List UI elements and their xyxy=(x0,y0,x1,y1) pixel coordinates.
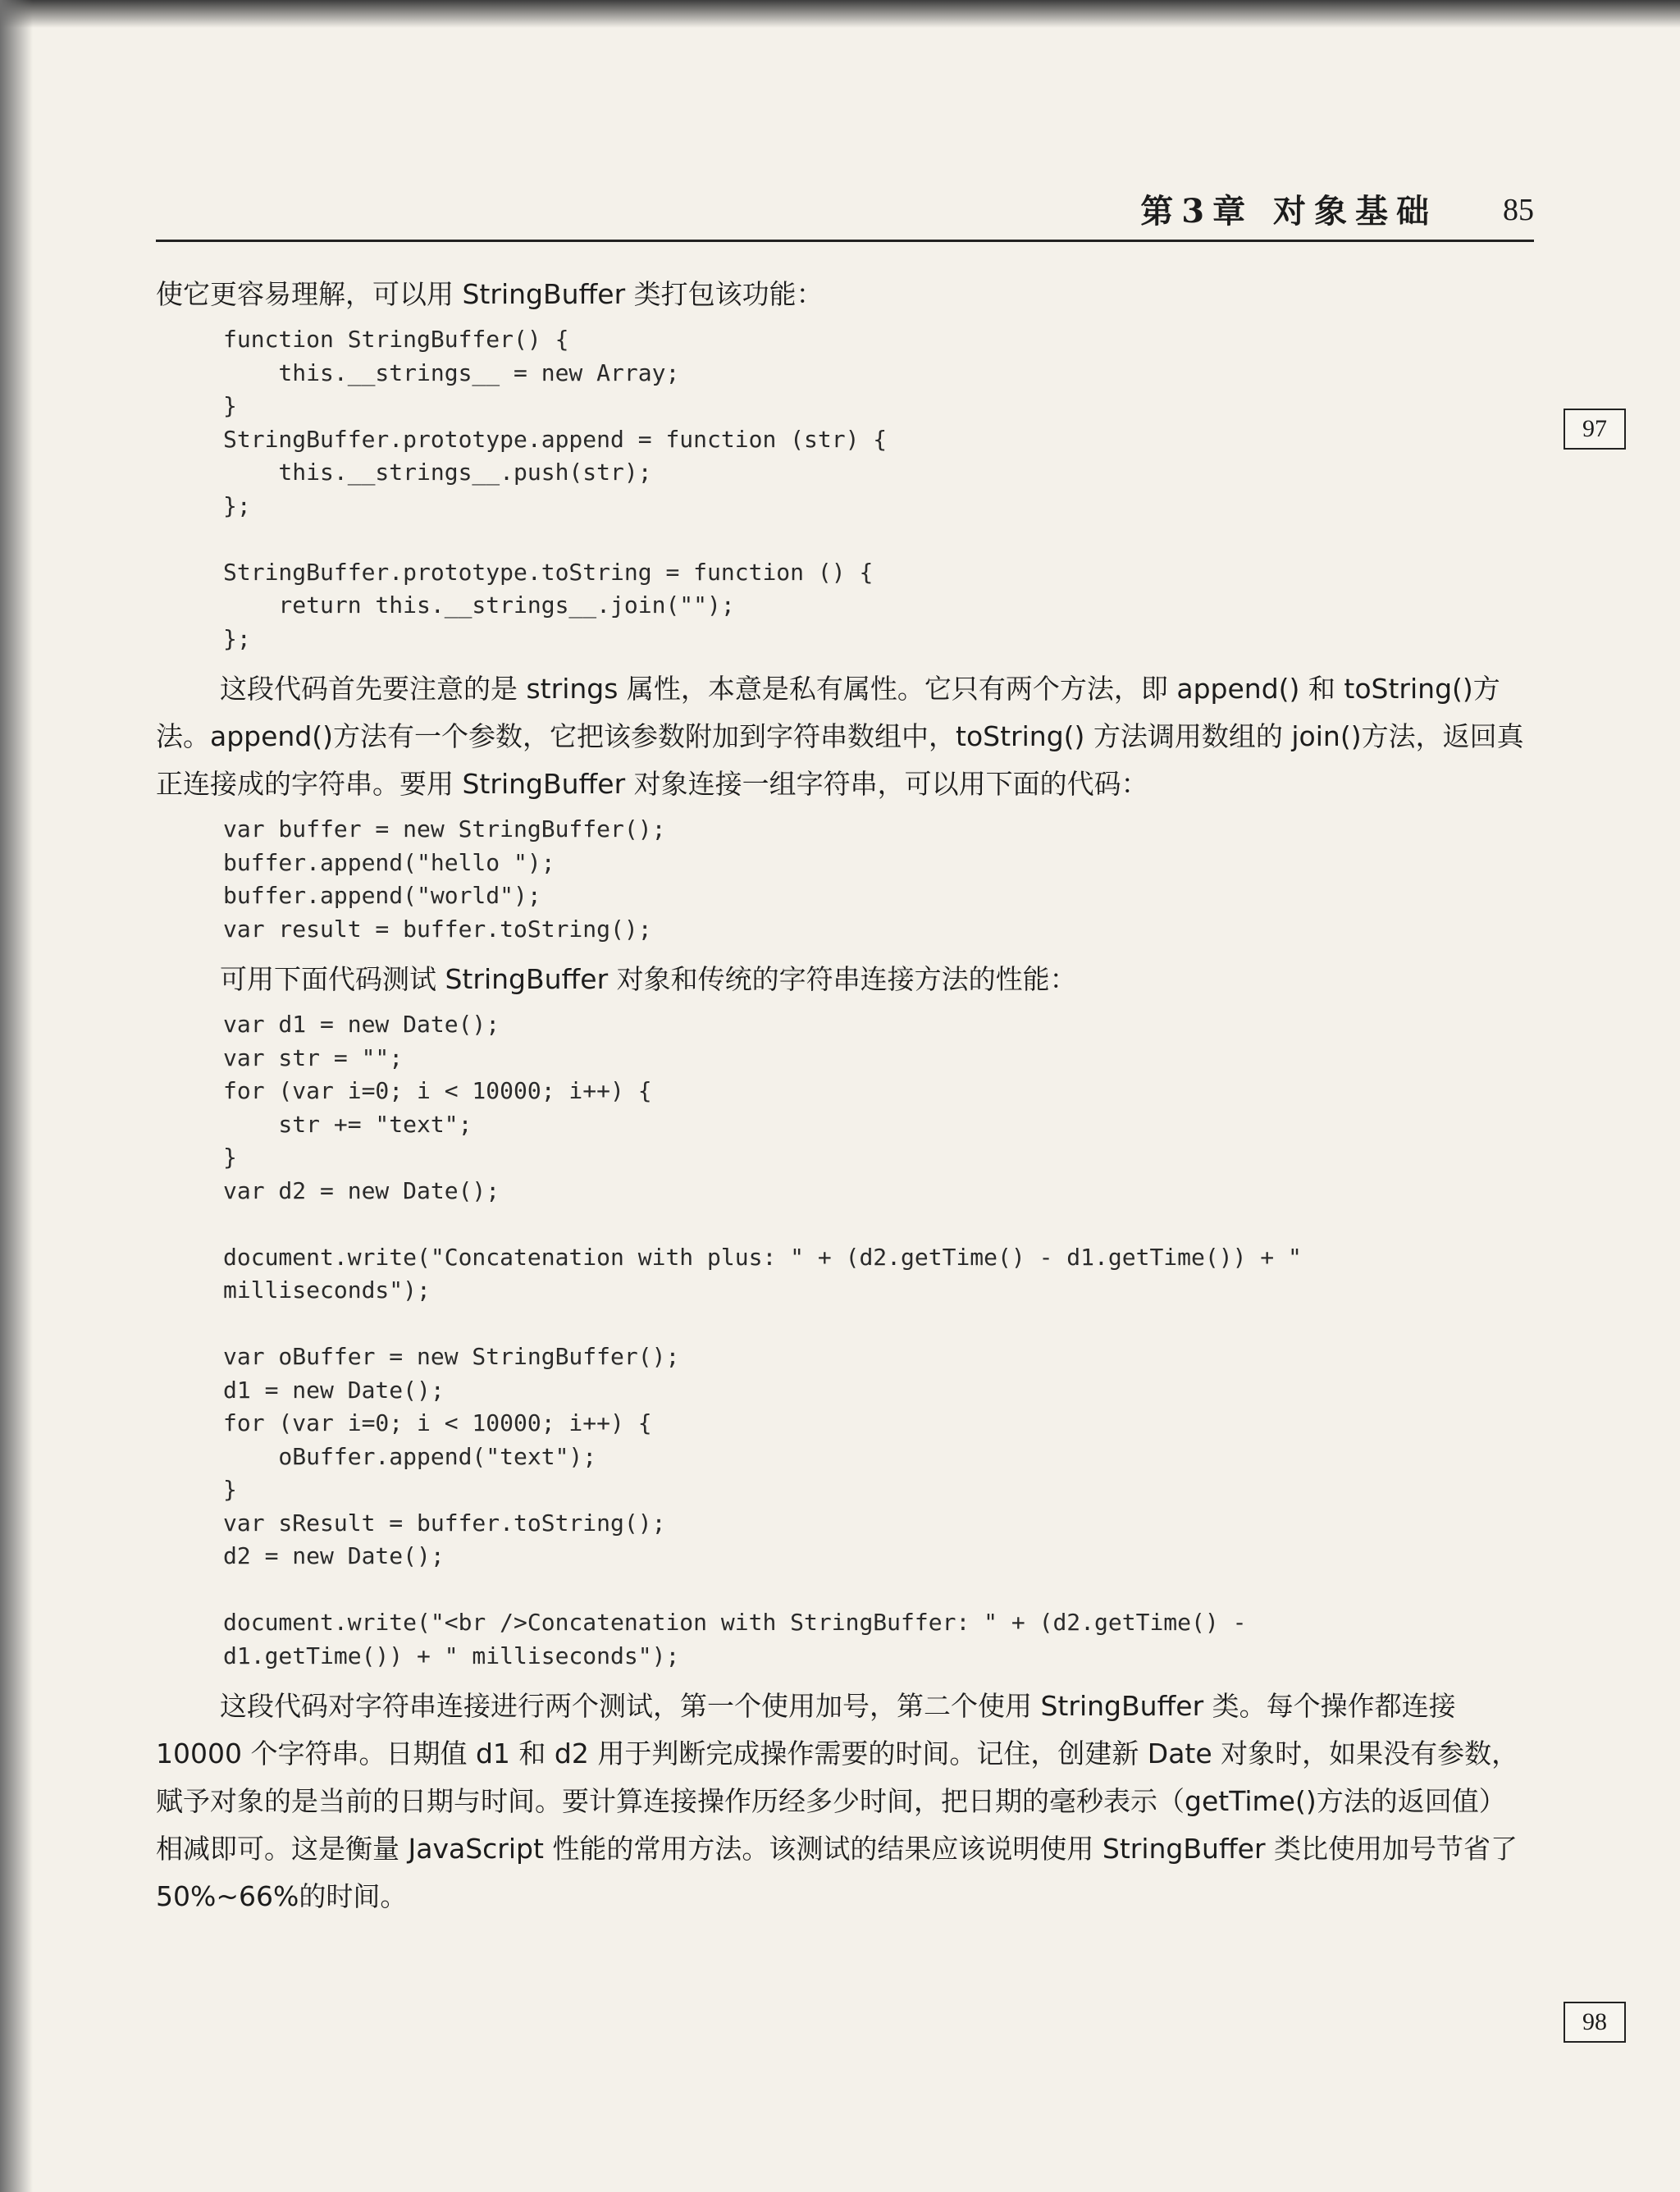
body-paragraph: 可用下面代码测试 StringBuffer 对象和传统的字符串连接方法的性能： xyxy=(220,963,1077,995)
code-block-stringbuffer: function StringBuffer() { this.__strings__ = new Array; } StringBuffer.prototype.append = function (str) { this.__strings__.push(str); }; StringBuffer.prototype.toString = function () { return this.__strings__.join(""); }; xyxy=(223,326,888,652)
page-header xyxy=(156,182,1534,242)
body-paragraph: 这段代码首先要注意的是 strings 属性，本意是私有属性。它只有两个方法，即 append() 和 toString()方法。append()方法有一个参数，它把该参数附加到字符串数组中，toString() 方法调用数组的 join()方法，返回真正连接成的字符串。要用 StringBuffer 对象连接一组字符串，可以用下面的代码： xyxy=(156,673,1524,800)
intro-paragraph: 使它更容易理解，可以用 StringBuffer 类打包该功能： xyxy=(156,278,824,310)
chapter-title: 第3章 对象基础 xyxy=(1140,192,1437,231)
margin-page-ref: 98 xyxy=(1564,2002,1626,2043)
code-block-benchmark: var d1 = new Date(); var str = ""; for (var i=0; i < 10000; i++) { str += "text"; } var d2 = new Date(); document.write("Concatenation with plus: " + (d2.getTime() - d1.getTime()) + " milliseconds"); var oBuffer = new StringBuffer(); d1 = new Date(); for (var i=0; i < 10000; i++) { oBuffer.append("text"); } var sResult = buffer.toString(); d2 = new Date(); document.write("<br />Concatenation with StringBuffer: " + (d2.getTime() - d1.getTime()) + " milliseconds"); xyxy=(223,1011,1302,1669)
margin-page-ref: 97 xyxy=(1564,409,1626,450)
page-body xyxy=(156,271,1526,1920)
scan-edge-shadow xyxy=(0,0,33,2192)
body-paragraph: 这段代码对字符串连接进行两个测试，第一个使用加号，第二个使用 StringBuffer 类。每个操作都连接 10000 个字符串。日期值 d1 和 d2 用于判断完成操作需要的时间。记住，创建新 Date 对象时，如果没有参数，赋予对象的是当前的日期与时间。要计算连接操作历经多少时间，把日期的毫秒表示（getTime()方法的返回值）相减即可。这是衡量 JavaScript 性能的常用方法。该测试的结果应该说明使用 StringBuffer 类比使用加号节省了 50%~66%的时间。 xyxy=(156,1690,1519,1912)
scan-shadow xyxy=(0,0,1680,28)
page-number: 85 xyxy=(1503,193,1534,227)
code-block-usage: var buffer = new StringBuffer(); buffer.append("hello "); buffer.append("world"); var result = buffer.toString(); xyxy=(223,815,666,943)
